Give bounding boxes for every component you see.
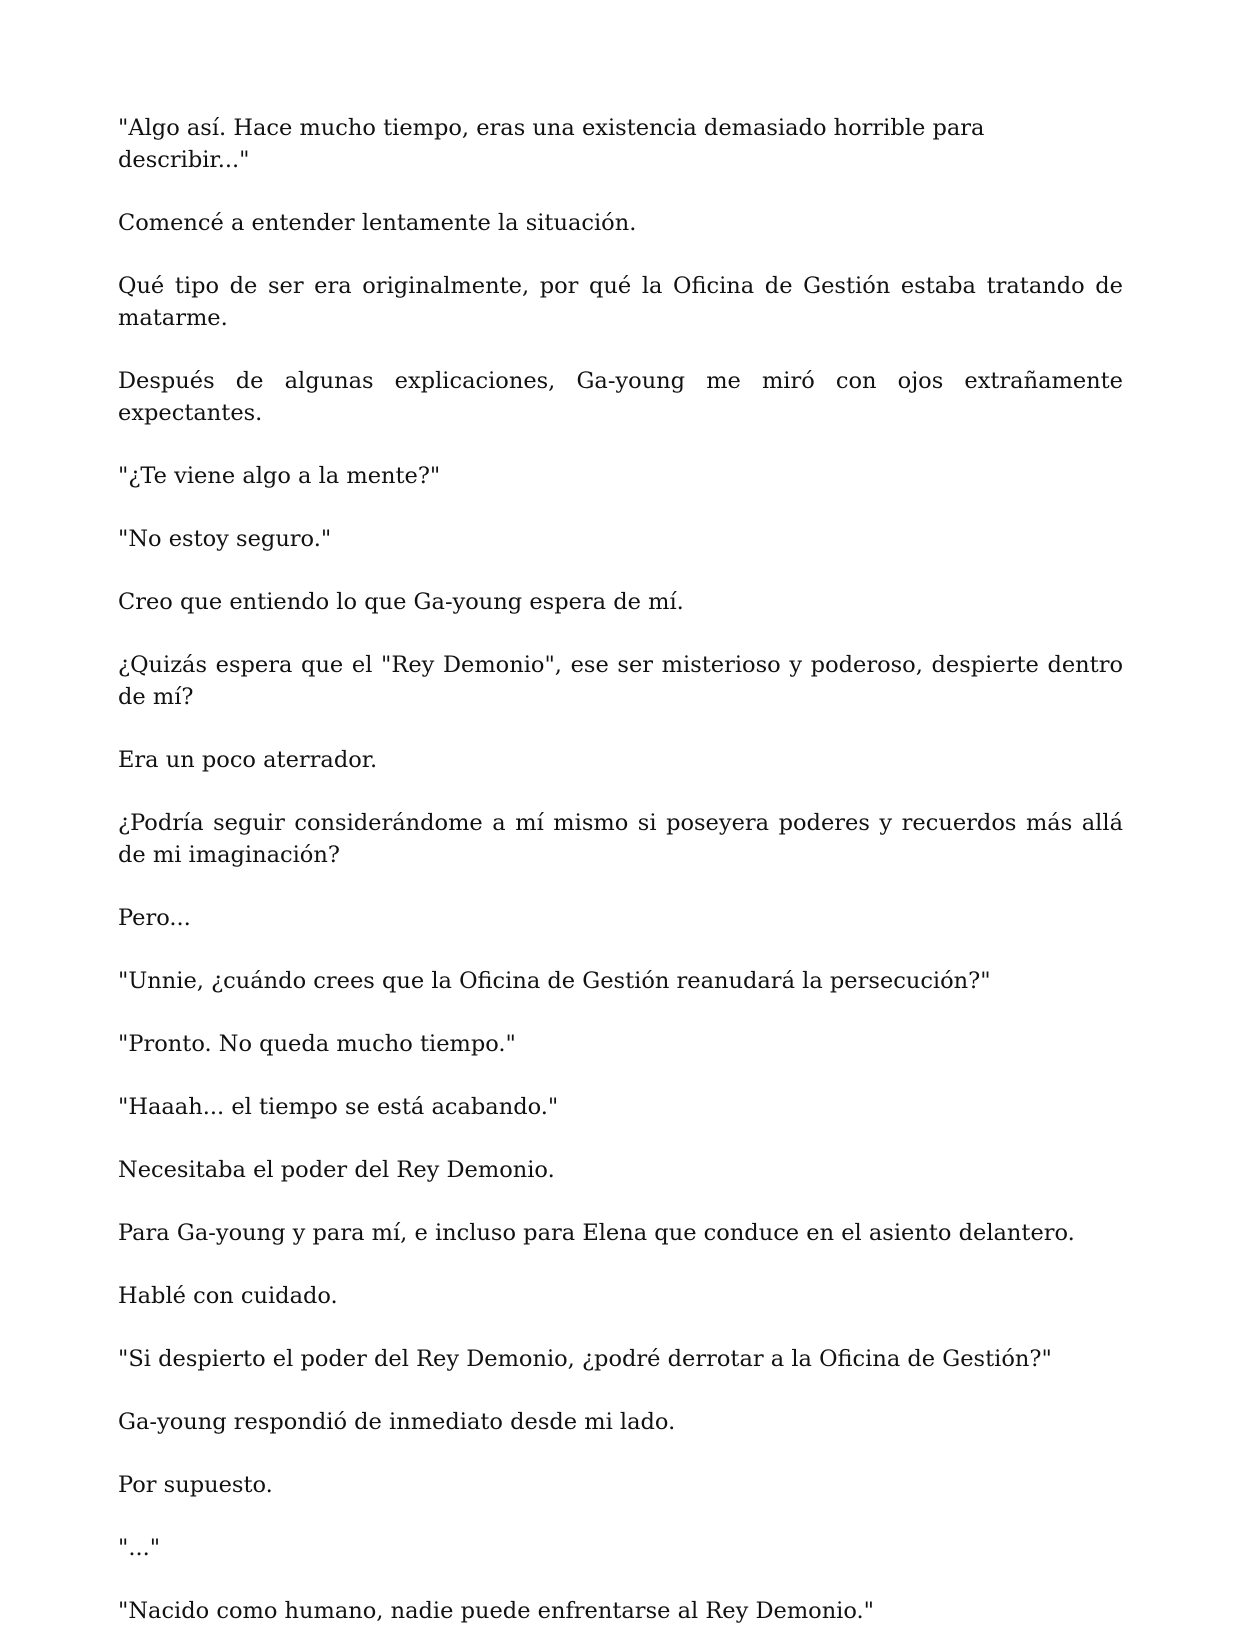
paragraph-16: Para Ga-young y para mí, e incluso para Elena que conduce en el asiento delantero.	[118, 1220, 1075, 1246]
paragraph-2: Comencé a entender lentamente la situación.	[118, 210, 637, 236]
paragraph-21: "..."	[118, 1535, 161, 1561]
paragraph-18: "Si despierto el poder del Rey Demonio, ¿podré derrotar a la Oficina de Gestión?"	[118, 1346, 1052, 1372]
paragraph-11: Pero...	[118, 905, 191, 931]
paragraph-14: "Haaah... el tiempo se está acabando."	[118, 1094, 559, 1120]
paragraph-5: "¿Te viene algo a la mente?"	[118, 463, 441, 489]
paragraph-22: "Nacido como humano, nadie puede enfrentarse al Rey Demonio."	[118, 1598, 875, 1624]
paragraph-17: Hablé con cuidado.	[118, 1283, 338, 1309]
paragraph-3: Qué tipo de ser era originalmente, por qué la Oficina de Gestión estaba tratando de matarme.	[118, 273, 1123, 331]
paragraph-15: Necesitaba el poder del Rey Demonio.	[118, 1157, 555, 1183]
paragraph-8: ¿Quizás espera que el "Rey Demonio", ese ser misterioso y poderoso, despierte dentro de mí?	[118, 652, 1123, 710]
paragraph-10: ¿Podría seguir considerándome a mí mismo si poseyera poderes y recuerdos más allá de mi imaginación?	[118, 810, 1123, 868]
paragraph-6: "No estoy seguro."	[118, 526, 332, 552]
paragraph-1: "Algo así. Hace mucho tiempo, eras una existencia demasiado horrible para describir..."	[118, 115, 985, 173]
paragraph-7: Creo que entiendo lo que Ga-young espera de mí.	[118, 589, 684, 615]
paragraph-9: Era un poco aterrador.	[118, 747, 378, 773]
paragraph-20: Por supuesto.	[118, 1472, 273, 1498]
paragraph-19: Ga-young respondió de inmediato desde mi lado.	[118, 1409, 676, 1435]
paragraph-12: "Unnie, ¿cuándo crees que la Oficina de Gestión reanudará la persecución?"	[118, 968, 991, 994]
paragraph-4: Después de algunas explicaciones, Ga-young me miró con ojos extrañamente expectantes.	[118, 368, 1123, 426]
paragraph-13: "Pronto. No queda mucho tiempo."	[118, 1031, 516, 1057]
